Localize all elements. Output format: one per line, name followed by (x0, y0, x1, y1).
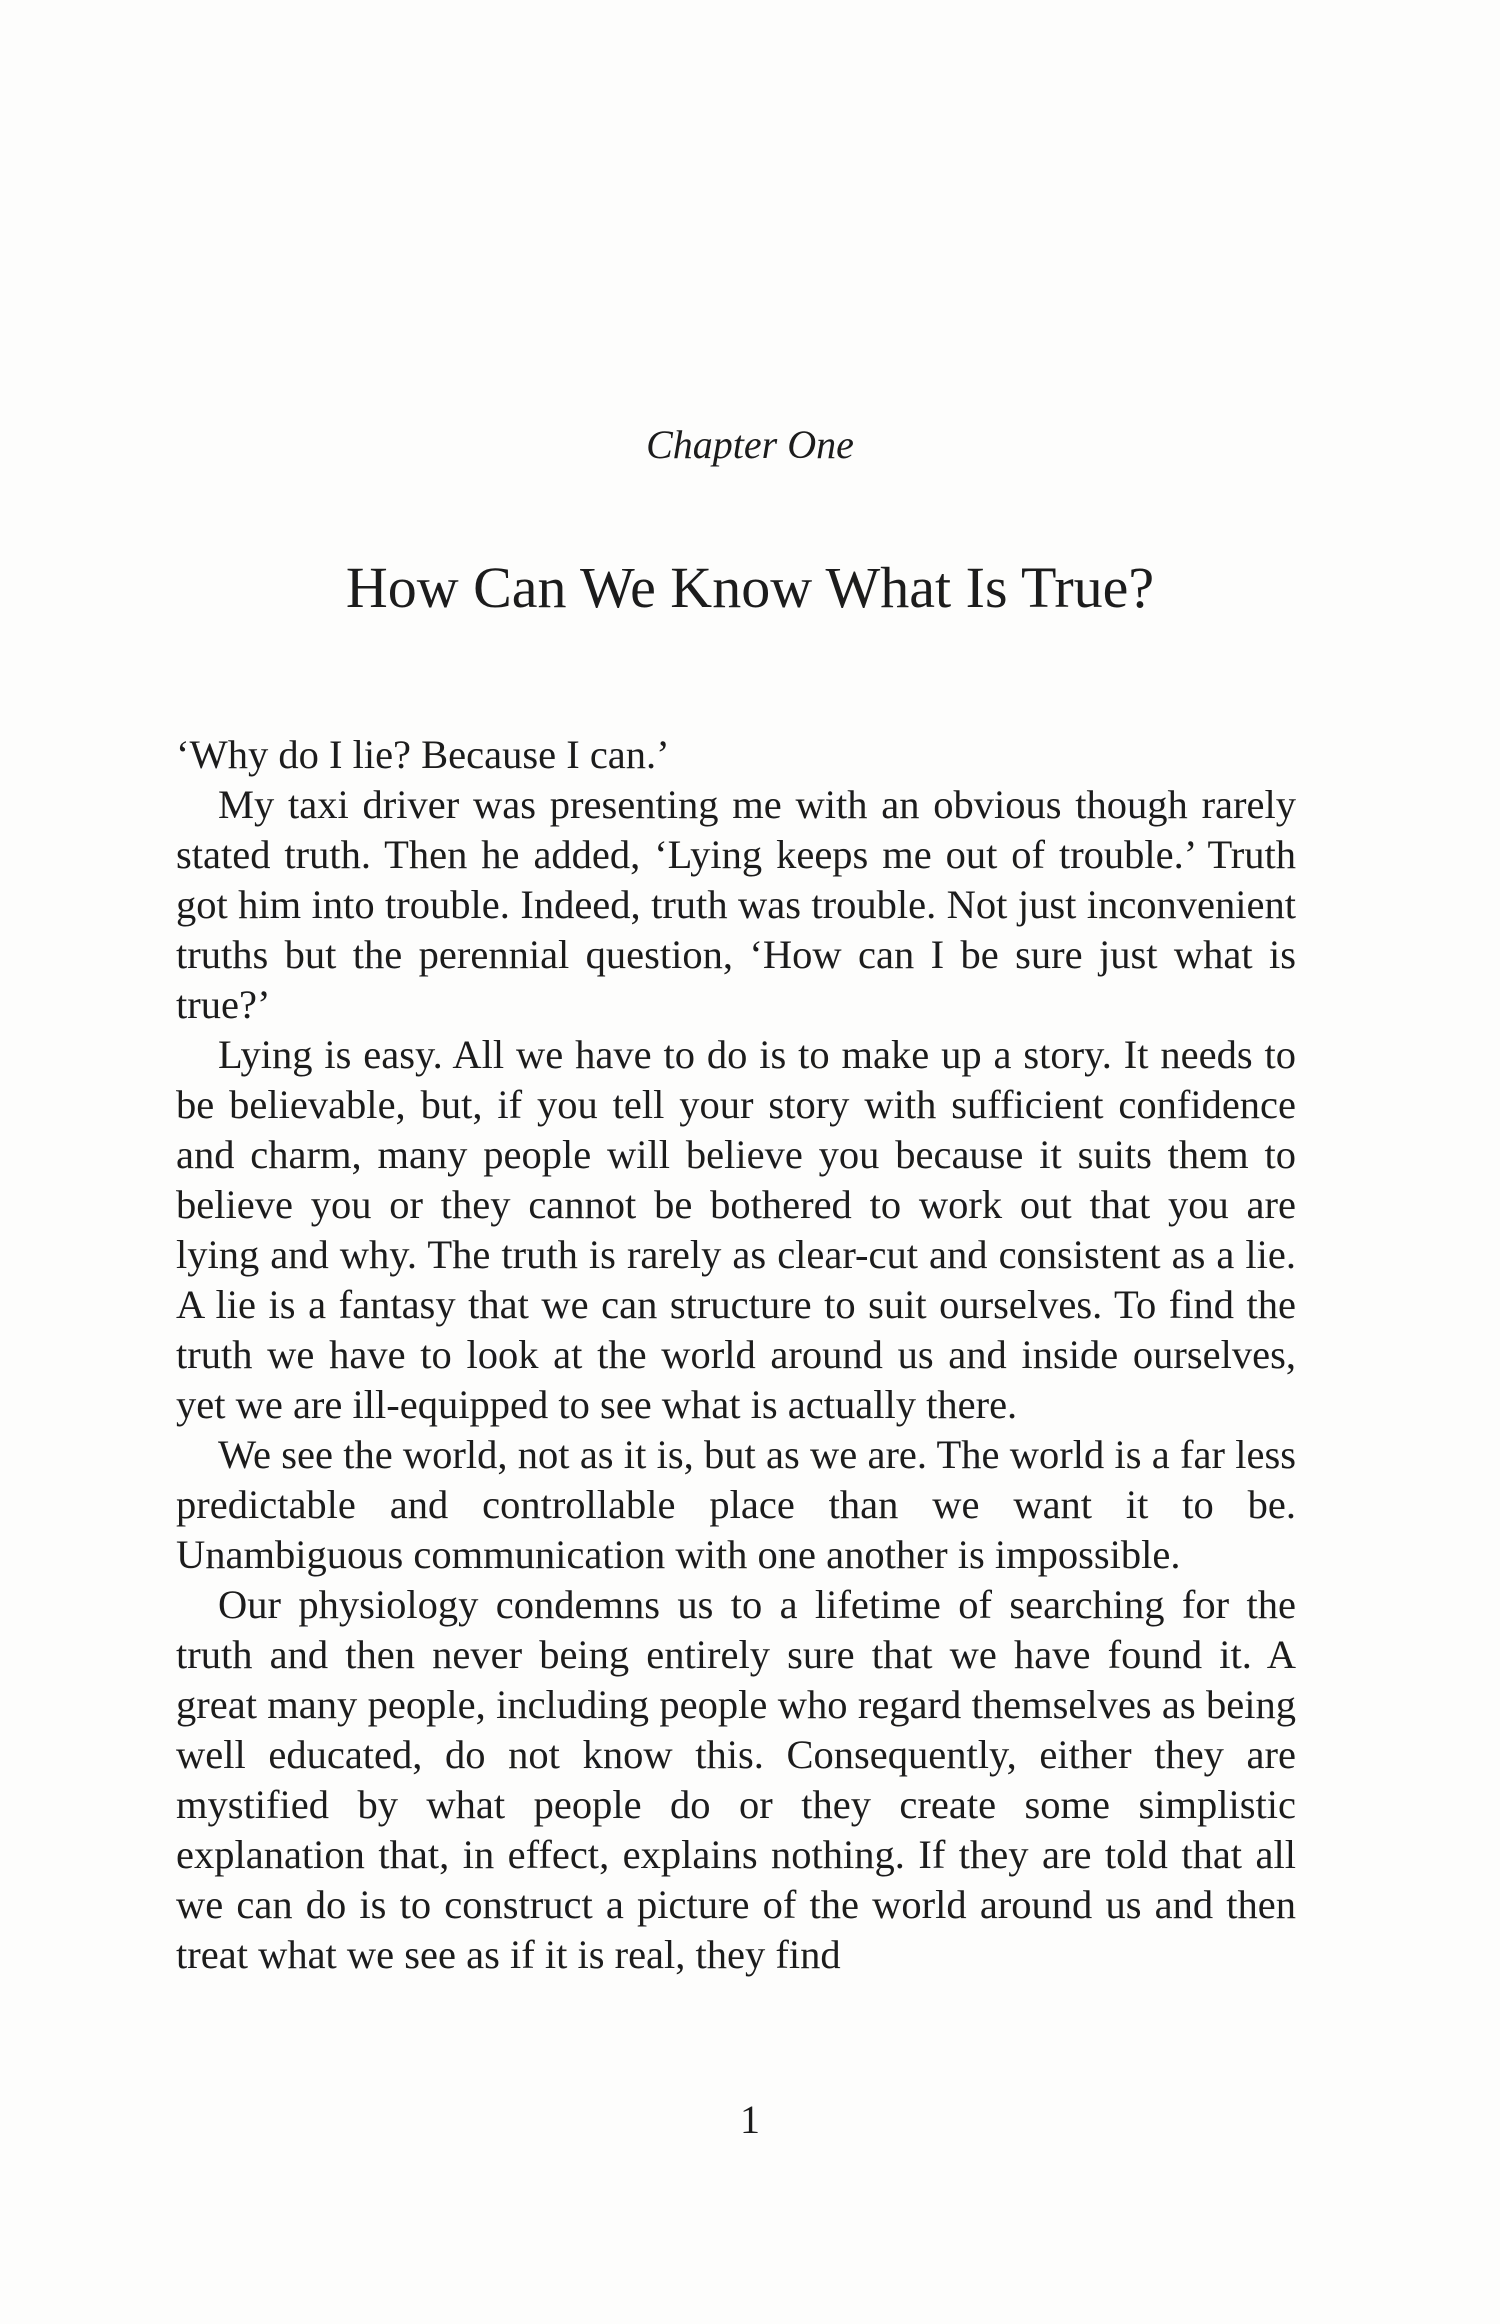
paragraph-4: We see the world, not as it is, but as we are. The world is a far less predictable and controllable place than we want it to be. Unambiguous communication with one another is impossible. (176, 1432, 1296, 1577)
chapter-title: How Can We Know What Is True? (345, 555, 1155, 620)
paragraph-2: My taxi driver was presenting me with an obvious though rarely stated truth. Then he added, ‘Lying keeps me out of trouble.’ Truth got him into trouble. Indeed, truth was trouble. Not just inconvenient truths but the perennial question, ‘How can I be sure just what is true?’ (176, 782, 1296, 1027)
page-number: 1 (740, 2097, 760, 2142)
paragraph-3: Lying is easy. All we have to do is to make up a story. It needs to be believable, but, if you tell your story with sufficient confidence and charm, many people will believe you because it suits them to believe you or they cannot be bothered to work out that you are lying and why. The truth is rarely as clear-cut and consistent as a lie. A lie is a fantasy that we can structure to suit ourselves. To find the truth we have to look at the world around us and inside ourselves, yet we are ill-equipped to see what is actually there. (176, 1032, 1296, 1427)
paragraph-5: Our physiology condemns us to a lifetime of searching for the truth and then never being entirely sure that we have found it. A great many people, including people who regard themselves as being well educated, do not know this. Consequently, either they are mystified by what people do or they create some simplistic explanation that, in effect, explains nothing. If they are told that all we can do is to construct a picture of the world around us and then treat what we see as if it is real, they find (176, 1582, 1296, 1977)
paragraph-1: ‘Why do I lie? Because I can.’ (176, 732, 670, 777)
chapter-label: Chapter One (646, 422, 854, 467)
body-text (176, 730, 1296, 1980)
